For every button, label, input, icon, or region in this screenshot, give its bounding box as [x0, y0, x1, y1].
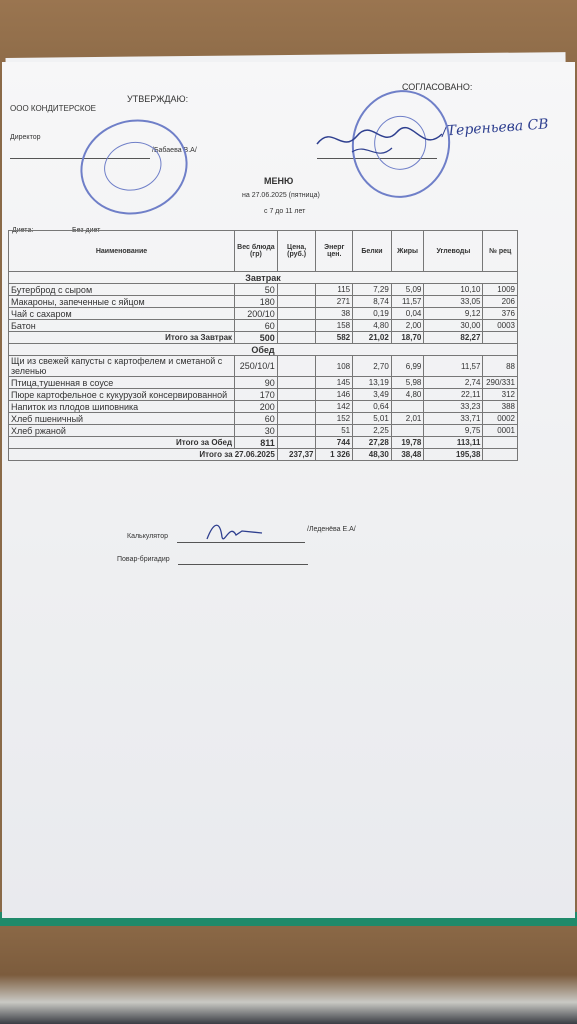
- table-row: Чай с сахаром 200/10 38 0,19 0,04 9,12 376: [9, 308, 518, 320]
- table-row: Напиток из плодов шиповника 200 142 0,64 33,23 388: [9, 401, 518, 413]
- diet-value: Без диет: [72, 227, 101, 234]
- menu-age: с 7 до 11 лет: [264, 208, 306, 215]
- chef-label: Повар-бригадир: [117, 556, 170, 563]
- calculator-label: Калькулятор: [127, 533, 168, 540]
- table-row: Батон 60 158 4,80 2,00 30,00 0003: [9, 320, 518, 332]
- table-row: Птица,тушенная в соусе 90 145 13,19 5,98 2,74 290/331: [9, 377, 518, 389]
- table-row: Пюре картофельное с кукурузой консервированной 170 146 3,49 4,80 22,11 312: [9, 389, 518, 401]
- menu-date: на 27.06.2025 (пятница): [242, 192, 320, 199]
- agreed-signature: [312, 114, 462, 169]
- agreed-heading: СОГЛАСОВАНО:: [402, 82, 473, 92]
- director-label: Директор: [10, 134, 41, 141]
- calculator-signature: [202, 517, 272, 547]
- section-lunch: Обед: [9, 344, 518, 356]
- lunch-total-row: Итого за Обед 811 744 27,28 19,78 113,11: [9, 437, 518, 449]
- column-header-carbs: Углеводы: [424, 231, 483, 272]
- section-breakfast: Завтрак: [9, 272, 518, 284]
- menu-table: [8, 230, 518, 461]
- table-header-row: [9, 231, 518, 272]
- organization-name: ООО КОНДИТЕРСКОЕ: [10, 104, 97, 113]
- grand-total-row: Итого за 27.06.2025 237,37 1 326 48,30 38,48 195,38: [9, 449, 518, 461]
- table-row: Бутерброд с сыром 50 115 7,29 5,09 10,10 1009: [9, 284, 518, 296]
- calculator-name: /Леденёва Е.А/: [307, 526, 356, 533]
- column-header-energy: Энерг цен.: [316, 231, 353, 272]
- diet-label: Диета:: [12, 227, 34, 234]
- table-row: Макароны, запеченные с яйцом 180 271 8,74 11,57 33,05 206: [9, 296, 518, 308]
- chef-signature-line: [178, 564, 308, 565]
- desk-background-bottom: [0, 915, 577, 1024]
- approved-heading: УТВЕРЖДАЮ:: [127, 94, 189, 104]
- column-header-protein: Белки: [353, 231, 392, 272]
- director-name: /Бабаева В.А/: [152, 147, 197, 154]
- column-header-name: Наименование: [9, 231, 235, 272]
- table-row: Щи из свежей капусты с картофелем и сметаной с зеленью 250/10/1 108 2,70 6,99 11,57 88: [9, 356, 518, 377]
- menu-document: [2, 62, 575, 918]
- table-row: Хлеб пшеничный 60 152 5,01 2,01 33,71 0002: [9, 413, 518, 425]
- menu-title: МЕНЮ: [264, 176, 294, 186]
- column-header-weight: Вес блюда (гр): [235, 231, 278, 272]
- column-header-fat: Жиры: [391, 231, 424, 272]
- breakfast-total-row: Итого за Завтрак 500 582 21,02 18,70 82,27: [9, 332, 518, 344]
- table-row: Хлеб ржаной 30 51 2,25 9,75 0001: [9, 425, 518, 437]
- column-header-recipe: № рец: [483, 231, 518, 272]
- column-header-price: Цена, (руб.): [277, 231, 316, 272]
- agreed-name-handwritten: /Тереньева СВ: [441, 116, 550, 140]
- left-stamp: [70, 108, 199, 227]
